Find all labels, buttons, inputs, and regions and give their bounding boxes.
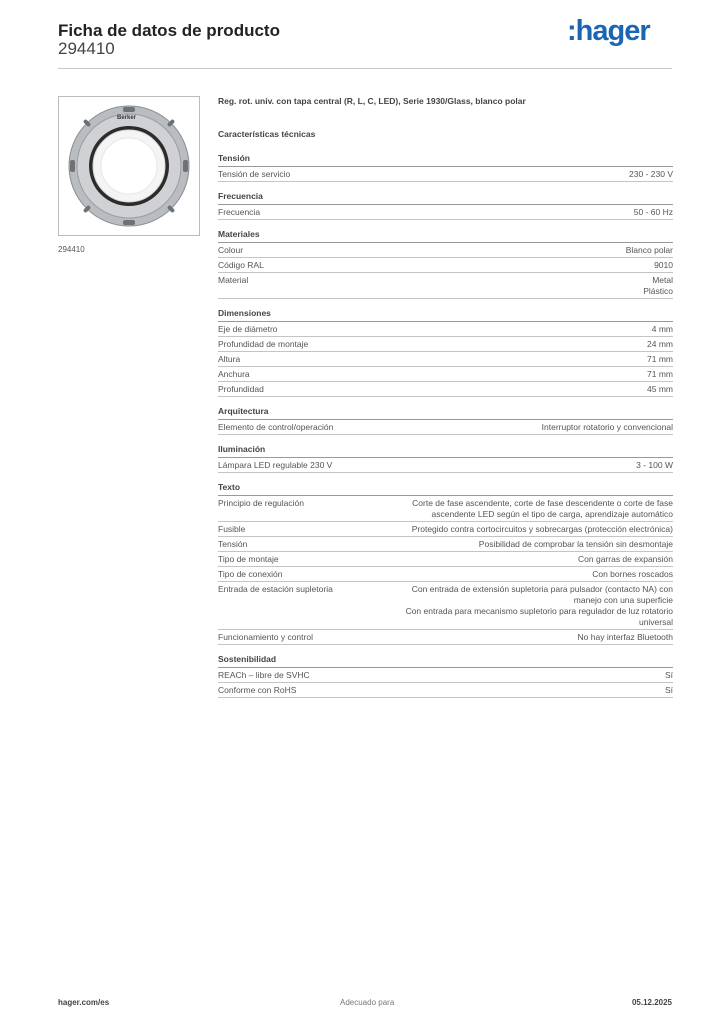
spec-value-line: Con bornes roscados [592, 569, 673, 579]
spec-value [368, 632, 673, 643]
spec-value [368, 498, 673, 520]
spec-group [218, 406, 673, 435]
spec-row [218, 630, 673, 645]
spec-row [218, 668, 673, 683]
spec-value-line: Con garras de expansión [578, 554, 673, 564]
spec-label: Material [218, 275, 249, 285]
spec-group-title: Frecuencia [218, 191, 673, 205]
spec-value-line: Con entrada para mecanismo supletorio para regulador de luz rotatorio [405, 606, 673, 616]
product-image [58, 96, 200, 236]
image-caption: 294410 [58, 245, 85, 254]
spec-row [218, 352, 673, 367]
spec-row [218, 552, 673, 567]
spec-value [368, 569, 673, 580]
spec-row [218, 496, 673, 522]
spec-value [368, 685, 673, 696]
spec-label: Lámpara LED regulable 230 V [218, 460, 333, 470]
spec-value-line: 9010 [654, 260, 673, 270]
spec-group-title: Texto [218, 482, 673, 496]
spec-row [218, 367, 673, 382]
spec-label: REACh – libre de SVHC [218, 670, 310, 680]
spec-label: Funcionamiento y control [218, 632, 313, 642]
spec-row [218, 258, 673, 273]
footer-website: hager.com/es [58, 998, 110, 1007]
dimmer-illustration [59, 97, 199, 235]
spec-group [218, 153, 673, 182]
spec-group-title: Materiales [218, 229, 673, 243]
spec-row [218, 243, 673, 258]
spec-label: Eje de diámetro [218, 324, 278, 334]
footer-date: 05.12.2025 [631, 998, 672, 1007]
spec-value [368, 584, 673, 628]
spec-label: Profundidad [218, 384, 264, 394]
spec-row [218, 537, 673, 552]
spec-label: Tensión [218, 539, 248, 549]
spec-value [368, 460, 673, 471]
spec-row [218, 683, 673, 698]
section-heading: Características técnicas [218, 129, 316, 139]
spec-value [368, 369, 673, 380]
spec-value-line: manejo con una superficie [573, 595, 673, 605]
spec-value [368, 670, 673, 681]
spec-value [368, 207, 673, 218]
spec-value [368, 554, 673, 565]
spec-group [218, 308, 673, 397]
spec-label: Tipo de montaje [218, 554, 279, 564]
spec-value-line: 71 mm [647, 354, 673, 364]
spec-value-line: Plástico [643, 286, 673, 296]
spec-group [218, 444, 673, 473]
spec-value-line: 4 mm [651, 324, 673, 334]
logo-text: :hager [567, 15, 650, 47]
spec-row [218, 337, 673, 352]
product-code: 294410 [58, 39, 115, 58]
spec-row [218, 205, 673, 220]
spec-label: Profundidad de montaje [218, 339, 309, 349]
spec-value-line: Blanco polar [625, 245, 673, 255]
spec-label: Elemento de control/operación [218, 422, 334, 432]
spec-group [218, 191, 673, 220]
spec-group [218, 482, 673, 645]
spec-groups [218, 153, 673, 698]
spec-label: Colour [218, 245, 244, 255]
spec-value [368, 539, 673, 550]
spec-value-line: Protegido contra cortocircuitos y sobrecargas (protección electrónica) [411, 524, 673, 534]
spec-label: Conforme con RoHS [218, 685, 297, 695]
spec-value-line: 45 mm [647, 384, 673, 394]
spec-row [218, 582, 673, 630]
brand-mark: Berker [117, 115, 137, 121]
spec-value-line: ascendente LED según el tipo de carga, aprendizaje automático [431, 509, 673, 519]
footer-note: Adecuado para [340, 998, 395, 1007]
spec-label: Tipo de conexión [218, 569, 283, 579]
spec-label: Tensión de servicio [218, 169, 291, 179]
spec-value-line: Sí [664, 670, 673, 680]
spec-label: Fusible [218, 524, 246, 534]
spec-group-title: Tensión [218, 153, 673, 167]
spec-value-line: Sí [664, 685, 673, 695]
spec-group-title: Arquitectura [218, 406, 673, 420]
spec-value [368, 384, 673, 395]
spec-value [368, 324, 673, 335]
spec-value [368, 422, 673, 433]
spec-value-line: universal [638, 617, 673, 627]
spec-row [218, 458, 673, 473]
spec-row [218, 522, 673, 537]
spec-value-line: 71 mm [647, 369, 673, 379]
spec-value-line: 230 - 230 V [629, 169, 673, 179]
spec-row [218, 420, 673, 435]
spec-value-line: No hay interfaz Bluetooth [577, 632, 673, 642]
spec-sheet [218, 96, 673, 707]
product-description: Reg. rot. univ. con tapa central (R, L, C, LED), Serie 1930/Glass, blanco polar [218, 96, 526, 106]
spec-label: Entrada de estación supletoria [218, 584, 333, 594]
spec-label: Altura [218, 354, 241, 364]
spec-value [368, 169, 673, 180]
spec-value-line: Metal [652, 275, 673, 285]
spec-group [218, 654, 673, 698]
spec-row [218, 273, 673, 299]
spec-value [368, 524, 673, 535]
spec-row [218, 167, 673, 182]
spec-value [368, 354, 673, 365]
spec-value-line: Interruptor rotatorio y convencional [541, 422, 673, 432]
spec-value-line: Con entrada de extensión supletoria para pulsador (contacto NA) con [411, 584, 673, 594]
spec-label: Principio de regulación [218, 498, 304, 508]
spec-value-line: 3 - 100 W [636, 460, 673, 470]
spec-row [218, 322, 673, 337]
spec-row [218, 382, 673, 397]
spec-value-line: 50 - 60 Hz [633, 207, 673, 217]
spec-value-line: Posibilidad de comprobar la tensión sin desmontaje [478, 539, 673, 549]
spec-value [368, 339, 673, 350]
spec-label: Código RAL [218, 260, 264, 270]
hager-logo [567, 14, 659, 50]
spec-label: Frecuencia [218, 207, 261, 217]
header-divider [58, 68, 672, 69]
spec-group-title: Iluminación [218, 444, 673, 458]
spec-group-title: Sostenibilidad [218, 654, 673, 668]
spec-value-line: 24 mm [647, 339, 673, 349]
spec-label: Anchura [218, 369, 250, 379]
spec-value [368, 275, 673, 297]
spec-value [368, 245, 673, 256]
spec-value [368, 260, 673, 271]
spec-group-title: Dimensiones [218, 308, 673, 322]
page-title: Ficha de datos de producto [58, 21, 280, 40]
spec-value-line: Corte de fase ascendente, corte de fase descendente o corte de fase [412, 498, 673, 508]
spec-group [218, 229, 673, 299]
spec-row [218, 567, 673, 582]
